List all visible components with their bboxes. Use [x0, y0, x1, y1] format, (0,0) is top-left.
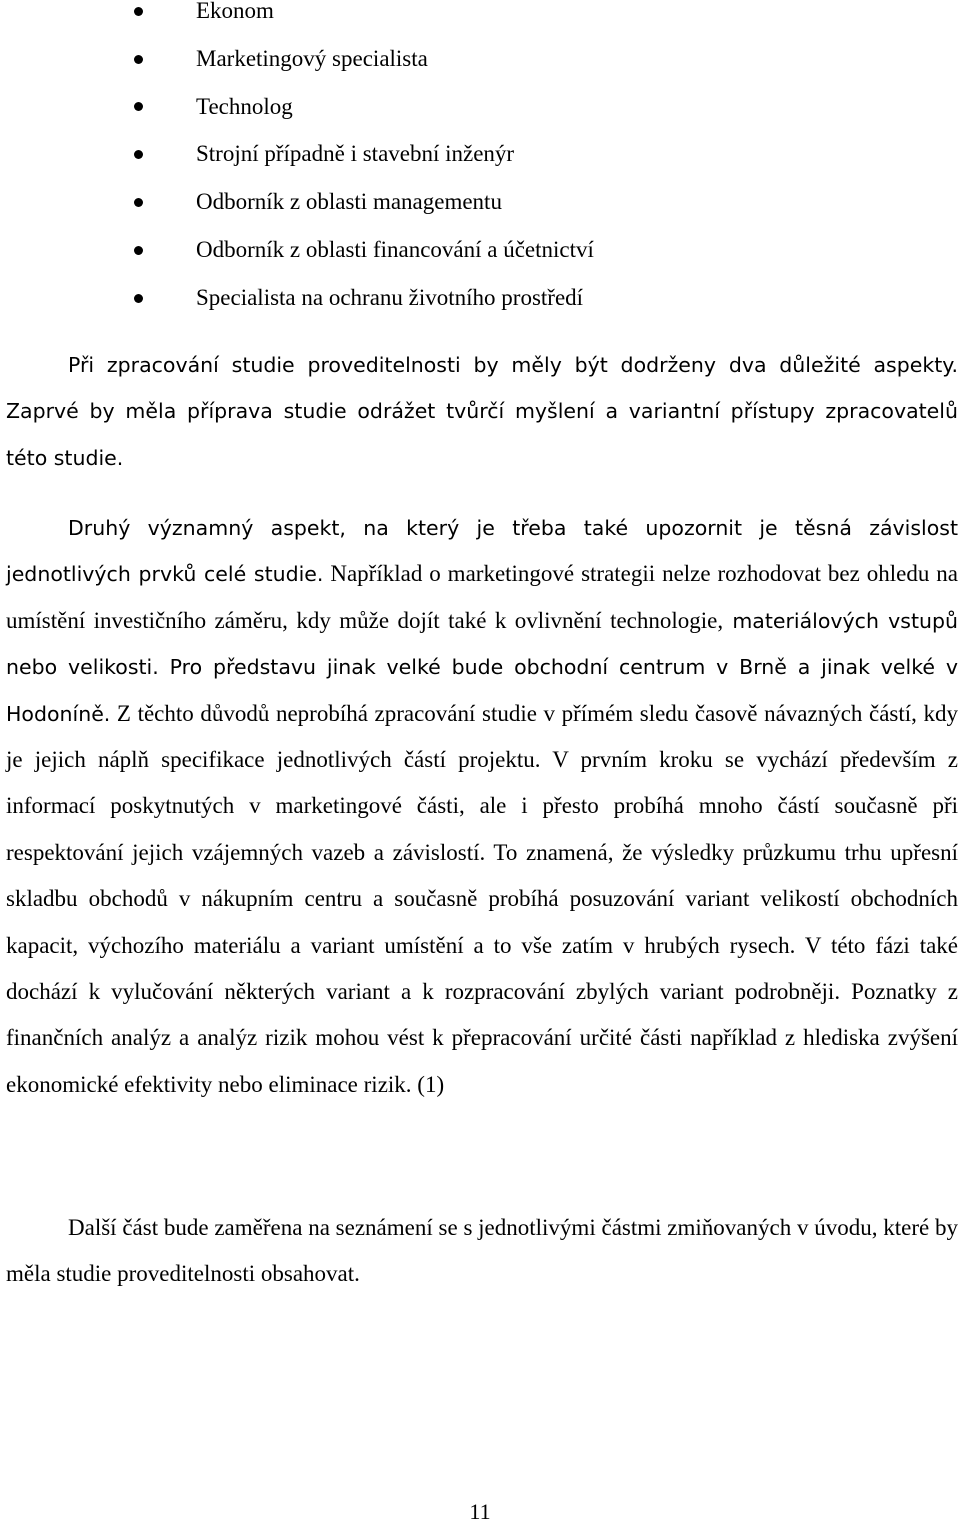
list-item-text: Strojní případně i stavební inženýr	[196, 141, 515, 167]
paragraph-dependency-first-step: V prvním kroku se vychází především z informací poskytnutých v marketingové části, ale i přesto probíhá mnoho částí současně při respektování jejich vzájemných vazeb a závislostí.	[6, 747, 958, 865]
list-item-text: Technolog	[196, 93, 293, 119]
paragraph-dependency-city: Pro představu jinak velké bude obchodní centrum v Brně a jinak velké v Hodoníně.	[6, 655, 958, 726]
bullet-icon	[134, 55, 143, 64]
bullet-icon	[134, 102, 143, 111]
paragraph-next-part-text: Další část bude zaměřena na seznámení se s jednotlivými částmi zmiňovaných v úvodu, které by měla studie proveditelnosti obsahovat.	[6, 1215, 958, 1287]
list-item	[0, 83, 594, 131]
list-item	[0, 178, 594, 226]
list-item	[0, 0, 594, 35]
list-item	[0, 35, 594, 83]
paragraph-dependency	[6, 505, 958, 1108]
bullet-icon	[134, 198, 143, 207]
paragraph-dependency-example: Například o marketingové strategii nelze rozhodovat bez ohledu na umístění investičního záměru, kdy může dojít také k ovlivnění technologie,	[6, 561, 958, 633]
list-item-text: Ekonom	[196, 0, 274, 23]
paragraph-dependency-meaning: To znamená, že výsledky průzkumu trhu upřesní skladbu obchodů v nákupním centru a současně probíhá posuzování variant velikostí obchodních kapacit, výchozího materiálu a variant umístění a to vše zatím v hrubých rysech. V této fázi také dochází k vylučování některých variant a k rozpracování zbylých variant podrobněji. Poznatky z finančních analýz a analýz rizik mohou vést k přepracování určité části například z hlediska zvýšení ekonomické efektivity nebo eliminace rizik. (1)	[6, 839, 958, 1097]
bullet-icon	[134, 294, 143, 303]
list-item	[0, 226, 594, 274]
list-item-text: Odborník z oblasti financování a účetnictví	[196, 236, 594, 262]
bullet-icon	[134, 246, 143, 255]
bullet-icon	[134, 150, 143, 159]
paragraph-next-part	[6, 1205, 958, 1298]
paragraph-dependency-inputs: materiálových vstupů nebo velikosti.	[6, 608, 958, 680]
list-item-text: Odborník z oblasti managementu	[196, 189, 502, 215]
bullet-icon	[134, 7, 143, 16]
paragraph-aspects-text: Při zpracování studie proveditelnosti by měly být dodrženy dva důležité aspekty. Zaprvé by měla příprava studie odrážet tvůrčí myšlení a variantní přístupy zpracovatelů této studie.	[6, 353, 958, 470]
bullet-list	[0, 0, 594, 322]
list-item	[0, 130, 594, 178]
list-item-text: Marketingový specialista	[196, 45, 428, 71]
list-item	[0, 274, 594, 322]
paragraph-aspects	[6, 342, 958, 481]
list-item-text: Specialista na ochranu životního prostředí	[196, 284, 584, 310]
paragraph-dependency-lead: Druhý významný aspekt, na který je třeba také upozornit je těsná závislost jednotlivých prvků celé studie.	[6, 516, 958, 587]
page-number: 11	[469, 1499, 491, 1524]
paragraph-dependency-reasons: Z těchto důvodů neprobíhá zpracování studie v přímém sledu časově návazných částí, kdy je jejich náplň specifikace jednotlivých částí projektu.	[6, 700, 958, 773]
